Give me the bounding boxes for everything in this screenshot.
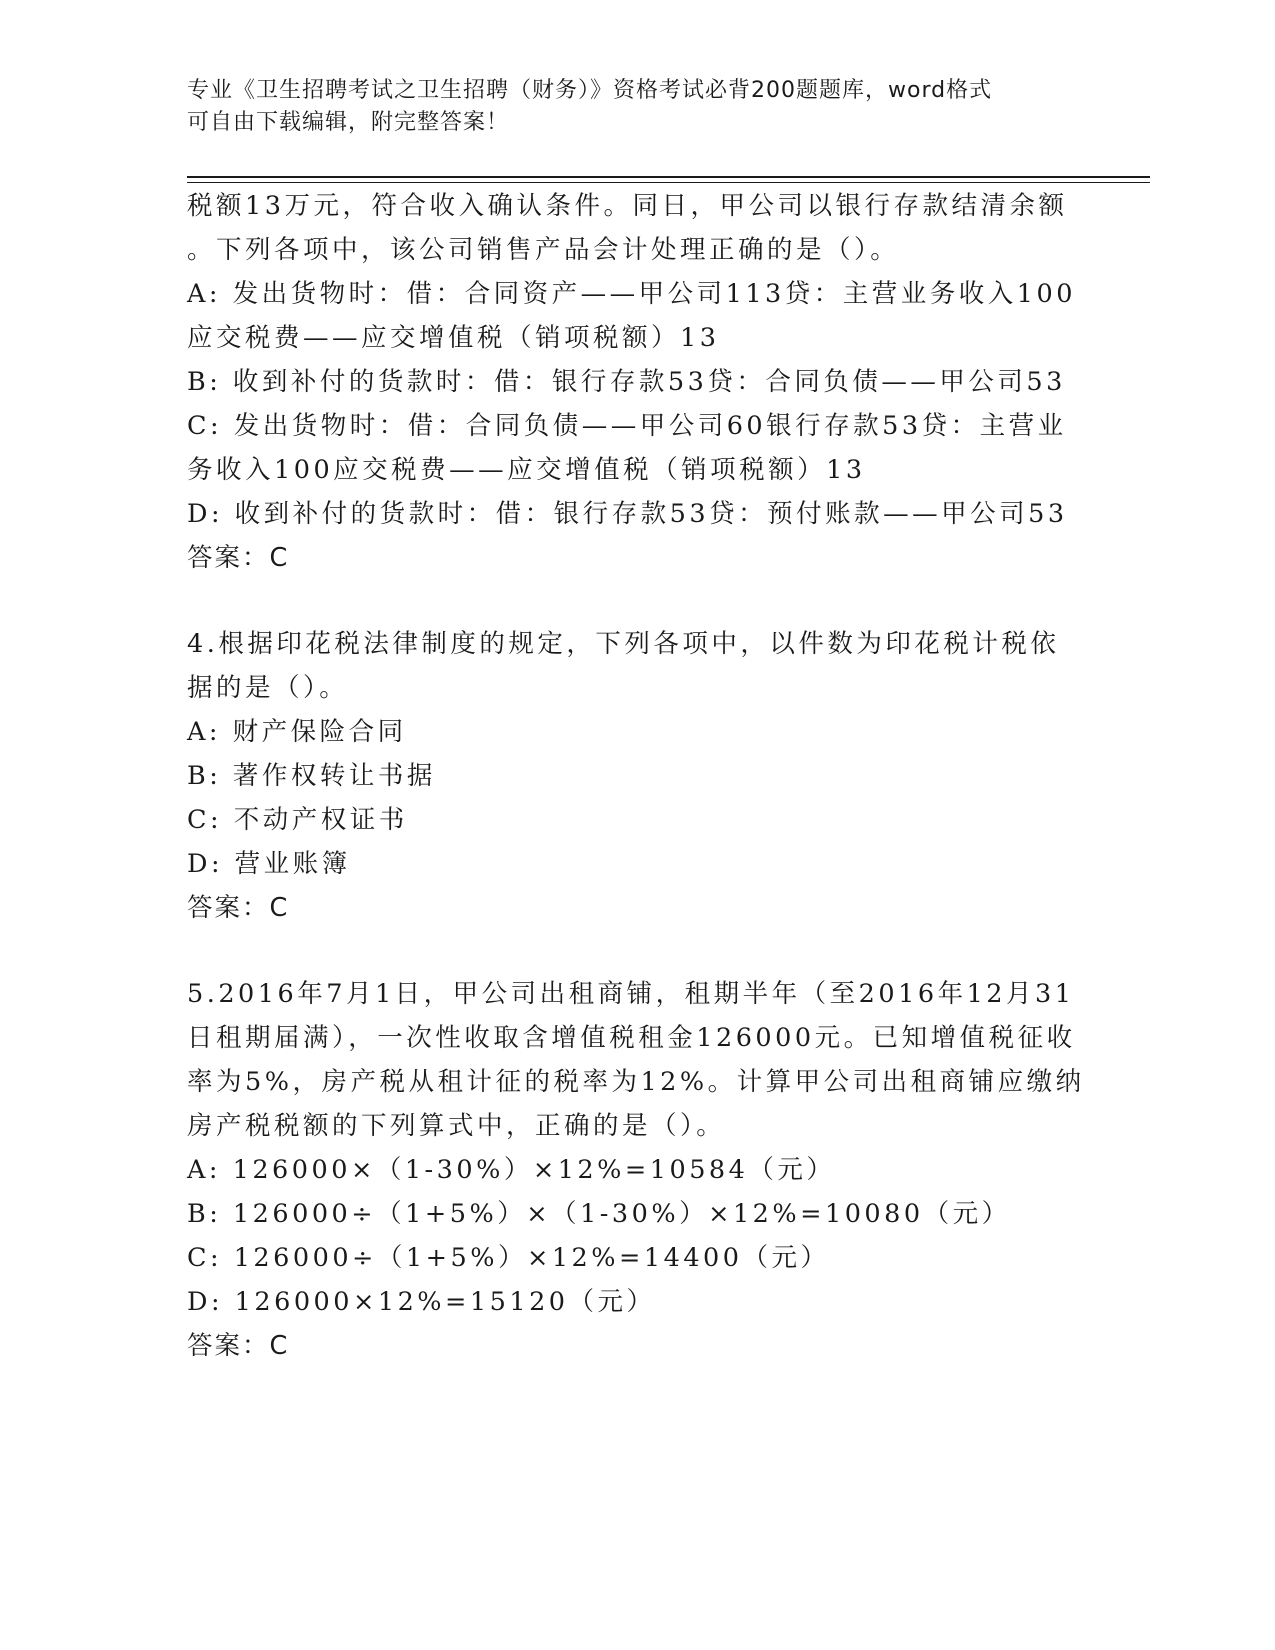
q5-stem-line-1: 5.2016年7月1日，甲公司出租商铺，租期半年（至2016年12月31	[187, 979, 1075, 1009]
q3-answer: 答案：C	[187, 543, 290, 573]
q5-stem-line-3: 率为5%，房产税从租计征的税率为12%。计算甲公司出租商铺应缴纳	[187, 1067, 1085, 1097]
header-line-2: 可自由下载编辑，附完整答案！	[187, 110, 510, 135]
q3-stem-line-1: 税额13万元，符合收入确认条件。同日，甲公司以银行存款结清余额	[187, 191, 1068, 221]
q4-answer: 答案：C	[187, 893, 290, 923]
q3-option-b: B: 收到补付的货款时：借：银行存款53贷：合同负债——甲公司53	[187, 367, 1066, 397]
q5-stem-line-2: 日租期届满），一次性收取含增值税租金126000元。已知增值税征收	[187, 1023, 1076, 1053]
q5-option-b: B: 126000÷（1+5%）×（1-30%）×12%=10080（元）	[187, 1199, 1011, 1229]
header-divider-thin	[187, 182, 1150, 183]
q5-answer: 答案：C	[187, 1331, 290, 1361]
q3-stem-line-2: 。下列各项中，该公司销售产品会计处理正确的是（）。	[187, 235, 900, 265]
q3-option-a-line-2: 应交税费——应交增值税（销项税额）13	[187, 323, 720, 353]
header-divider-thick	[187, 176, 1150, 178]
q4-option-d: D: 营业账簿	[187, 849, 351, 879]
header-line-1: 专业《卫生招聘考试之卫生招聘（财务）》资格考试必背200题题库，word格式	[187, 78, 993, 103]
q3-option-c-line-1: C: 发出货物时：借：合同负债——甲公司60银行存款53贷：主营业	[187, 411, 1067, 441]
q5-option-c: C: 126000÷（1+5%）×12%=14400（元）	[187, 1243, 830, 1273]
q4-option-b: B: 著作权转让书据	[187, 761, 436, 791]
q4-stem-line-2: 据的是（）。	[187, 673, 349, 703]
q5-option-a: A: 126000×（1-30%）×12%=10584（元）	[187, 1155, 836, 1185]
document-header	[187, 75, 1087, 139]
q4-option-c: C: 不动产权证书	[187, 805, 408, 835]
q5-option-d: D: 126000×12%=15120（元）	[187, 1287, 656, 1317]
q3-option-d: D: 收到补付的货款时：借：银行存款53贷：预付账款——甲公司53	[187, 499, 1068, 529]
q3-option-a-line-1: A: 发出货物时：借：合同资产——甲公司113贷：主营业务收入100	[187, 279, 1076, 309]
q4-stem-line-1: 4.根据印花税法律制度的规定，下列各项中，以件数为印花税计税依	[187, 629, 1060, 659]
q5-stem-line-4: 房产税税额的下列算式中，正确的是（）。	[187, 1111, 726, 1141]
q4-option-a: A: 财产保险合同	[187, 717, 407, 747]
q3-option-c-line-2: 务收入100应交税费——应交增值税（销项税额）13	[187, 455, 866, 485]
